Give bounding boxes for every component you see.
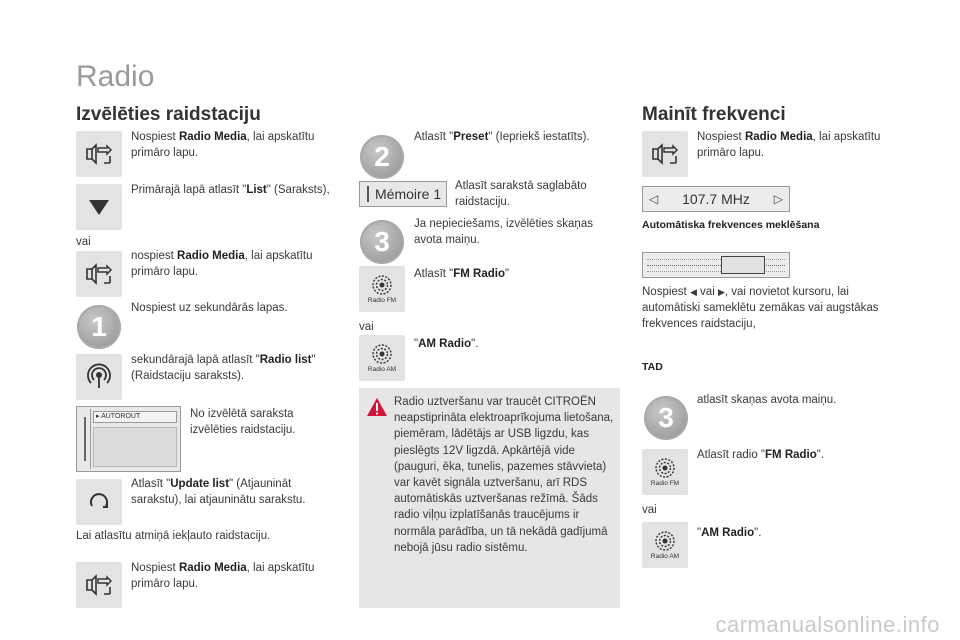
list-scrollbar[interactable]: [79, 409, 91, 469]
slider-cursor[interactable]: [721, 256, 765, 274]
left-step5-bold: Radio list: [259, 354, 312, 366]
am-tile-caption: Radio AM: [367, 366, 397, 373]
triangle-down-icon: [87, 197, 111, 217]
right-fm-bold: FM Radio: [765, 449, 817, 461]
step-badge-1: 1: [77, 305, 121, 349]
fm-tile-caption: Radio FM: [367, 297, 397, 304]
warning-box: [359, 388, 620, 608]
left-step8-pre: Nospiest: [131, 562, 179, 574]
step-badge-2: 2: [360, 135, 404, 179]
speaker-icon: ▸: [96, 413, 100, 420]
left-step1-bold: Radio Media: [178, 131, 247, 143]
left-step5-post: " (Raidstaciju saraksts).: [131, 354, 316, 382]
left-step2-bold: List: [246, 184, 267, 196]
frequency-up-button[interactable]: ▷: [773, 192, 783, 206]
warning-icon: [366, 397, 388, 417]
frequency-display[interactable]: [642, 186, 790, 212]
right-radio-media-button[interactable]: [642, 131, 688, 177]
middle-am-bold: AM Radio: [418, 338, 472, 350]
left-step8-post: , lai apskatītu primāro lapu.: [131, 562, 315, 590]
radio-media-button-2[interactable]: [76, 251, 122, 297]
left-step2-post: " (Saraksts),: [266, 184, 330, 196]
right-fm-radio-button[interactable]: [642, 449, 688, 495]
arrow-left-icon: ◀: [689, 287, 697, 297]
left-step7-post: " (Atjaunināt sarakstu), lai atjauninātu sarakstu.: [131, 478, 306, 506]
left-step3-text: [131, 248, 336, 280]
radio-media-button[interactable]: [76, 131, 122, 177]
am-radio-icon: [371, 343, 393, 365]
page-title: Radio: [76, 60, 155, 93]
tad-label: TAD: [642, 361, 663, 373]
right-step1-pre: Nospiest: [697, 131, 745, 143]
preset-bold: Preset: [453, 131, 489, 143]
left-step1-pre: Nospiest: [131, 131, 179, 143]
frequency-slider[interactable]: [642, 252, 790, 278]
am-radio-icon: [654, 530, 676, 552]
frequency-value: 107.7 MHz: [682, 191, 750, 207]
middle-fm-post: ": [504, 268, 510, 280]
right-fm-text: [697, 447, 902, 463]
right-step1-bold: Radio Media: [744, 131, 813, 143]
left-step3-bold: Radio Media: [177, 250, 245, 262]
right-source-text: atlasīt skaņas avota maiņu.: [697, 394, 837, 406]
middle-fm-bold: FM Radio: [453, 268, 505, 280]
list-button[interactable]: [76, 184, 122, 230]
fm-radio-button[interactable]: [359, 266, 405, 312]
middle-fm-text: [414, 266, 619, 282]
scroll-track: [84, 417, 86, 461]
station-list-screen[interactable]: [76, 406, 181, 472]
memory-indicator: [367, 186, 369, 202]
left-step7-pre: Atlasīt ": [131, 478, 171, 490]
watermark: carmanualsonline.info: [715, 612, 940, 637]
nudge-pre: Nospiest: [642, 286, 690, 298]
right-fm-tile-caption: Radio FM: [650, 480, 680, 487]
right-am-bold: AM Radio: [701, 527, 755, 539]
radio-media-icon: [84, 141, 114, 167]
middle-or: vai: [359, 321, 374, 333]
left-step3-post: , lai apskatītu primāro lapu.: [131, 250, 313, 278]
radio-waves-icon: [85, 363, 113, 391]
station-list-item-label: AUTOROUT: [101, 413, 141, 420]
list-empty-area: [93, 427, 177, 467]
middle-am-pre: ": [414, 338, 419, 350]
preset-pre: Atlasīt ": [414, 131, 454, 143]
preset-post: " (Iepriekš iestatīts).: [488, 131, 590, 143]
right-or: vai: [642, 504, 657, 516]
right-step1-text: [697, 129, 902, 161]
memory-text: Atlasīt sarakstā saglabāto raidstaciju.: [455, 180, 587, 208]
step-badge-3-right: 3: [644, 396, 688, 440]
right-am-text: [697, 525, 902, 541]
station-list-item[interactable]: [93, 411, 177, 423]
left-step1-post: , lai apskatītu primāro lapu.: [131, 131, 315, 159]
step-badge-3-middle: 3: [360, 220, 404, 264]
left-step8-text: [131, 560, 336, 592]
radio-list-button[interactable]: [76, 354, 122, 400]
warning-text: Radio uztveršanu var traucēt CITROËN neapstiprināta elektroaprīkojuma lietošana, piemēram, lādētājs ar USB ligzdu, kas pieslēgts 12V ligzdā. Apkārtējā vide (pauguri, ēka, tunelis, pazemes stāvvieta) var kavēt signāla uztveršanu, arī RDS automātiskās uztveršanas režīmā. Šāds radio viļņu izplatīšanās traucējums ir normāla parādība, un tā nekādā gadījumā nebojā jūsu radio sistēmu.: [394, 396, 614, 554]
preset-text: [414, 129, 619, 145]
left-step7-bold: Update list: [170, 478, 230, 490]
right-am-post: ".: [754, 527, 762, 539]
nudge-mid: vai: [696, 286, 718, 298]
nudge-text: [642, 284, 907, 332]
left-or-1: vai: [76, 236, 91, 248]
left-step4-text: Nospiest uz sekundārās lapas.: [131, 302, 288, 314]
am-radio-button[interactable]: [359, 335, 405, 381]
right-am-tile-caption: Radio AM: [650, 553, 680, 560]
middle-am-text: [414, 336, 619, 352]
radio-media-icon: [84, 261, 114, 287]
left-memory-note: Lai atlasītu atmiņā iekļauto raidstaciju.: [76, 530, 271, 542]
radio-media-icon: [650, 141, 680, 167]
left-heading: Izvēlēties raidstaciju: [76, 104, 261, 125]
middle-am-post: ".: [471, 338, 479, 350]
right-fm-post: ".: [816, 449, 825, 461]
left-step7-text: [131, 476, 336, 508]
middle-fm-pre: Atlasīt ": [414, 268, 454, 280]
left-step8-bold: Radio Media: [178, 562, 247, 574]
auto-search-heading: Automātiska frekvences meklēšana: [642, 219, 820, 231]
nudge-post: , vai novietot kursoru, lai automātiski sameklētu zemākas vai augstākas frekvences raidstaciju,: [642, 286, 879, 330]
right-heading: Mainīt frekvenci: [642, 104, 786, 125]
right-step1-post: , lai apskatītu primāro lapu.: [697, 131, 881, 159]
frequency-down-button[interactable]: ◁: [649, 192, 659, 206]
left-step6-text: No izvēlētā saraksta izvēlēties raidstaciju.: [190, 408, 296, 436]
fm-radio-icon: [654, 457, 676, 479]
left-step5-pre: sekundārajā lapā atlasīt ": [131, 354, 260, 366]
radio-media-button-3[interactable]: [76, 562, 122, 608]
left-step3-pre: nospiest: [131, 250, 178, 262]
right-fm-pre: Atlasīt radio ": [697, 449, 766, 461]
radio-media-icon: [84, 572, 114, 598]
left-step2-pre: Primārajā lapā atlasīt ": [131, 184, 247, 196]
left-step2-text: [131, 182, 336, 198]
left-step1-text: [131, 129, 336, 161]
update-list-button[interactable]: [76, 479, 122, 525]
middle-source-text: Ja nepieciešams, izvēlēties skaņas avota maiņu.: [414, 218, 593, 246]
memory-1-button[interactable]: [359, 181, 447, 207]
arrow-right-icon: ▶: [717, 287, 725, 297]
right-am-radio-button[interactable]: [642, 522, 688, 568]
refresh-icon: [86, 489, 112, 515]
right-am-pre: ": [697, 527, 702, 539]
fm-radio-icon: [371, 274, 393, 296]
left-step5-text: [131, 352, 341, 384]
memory-1-label: Mémoire 1: [375, 186, 442, 202]
